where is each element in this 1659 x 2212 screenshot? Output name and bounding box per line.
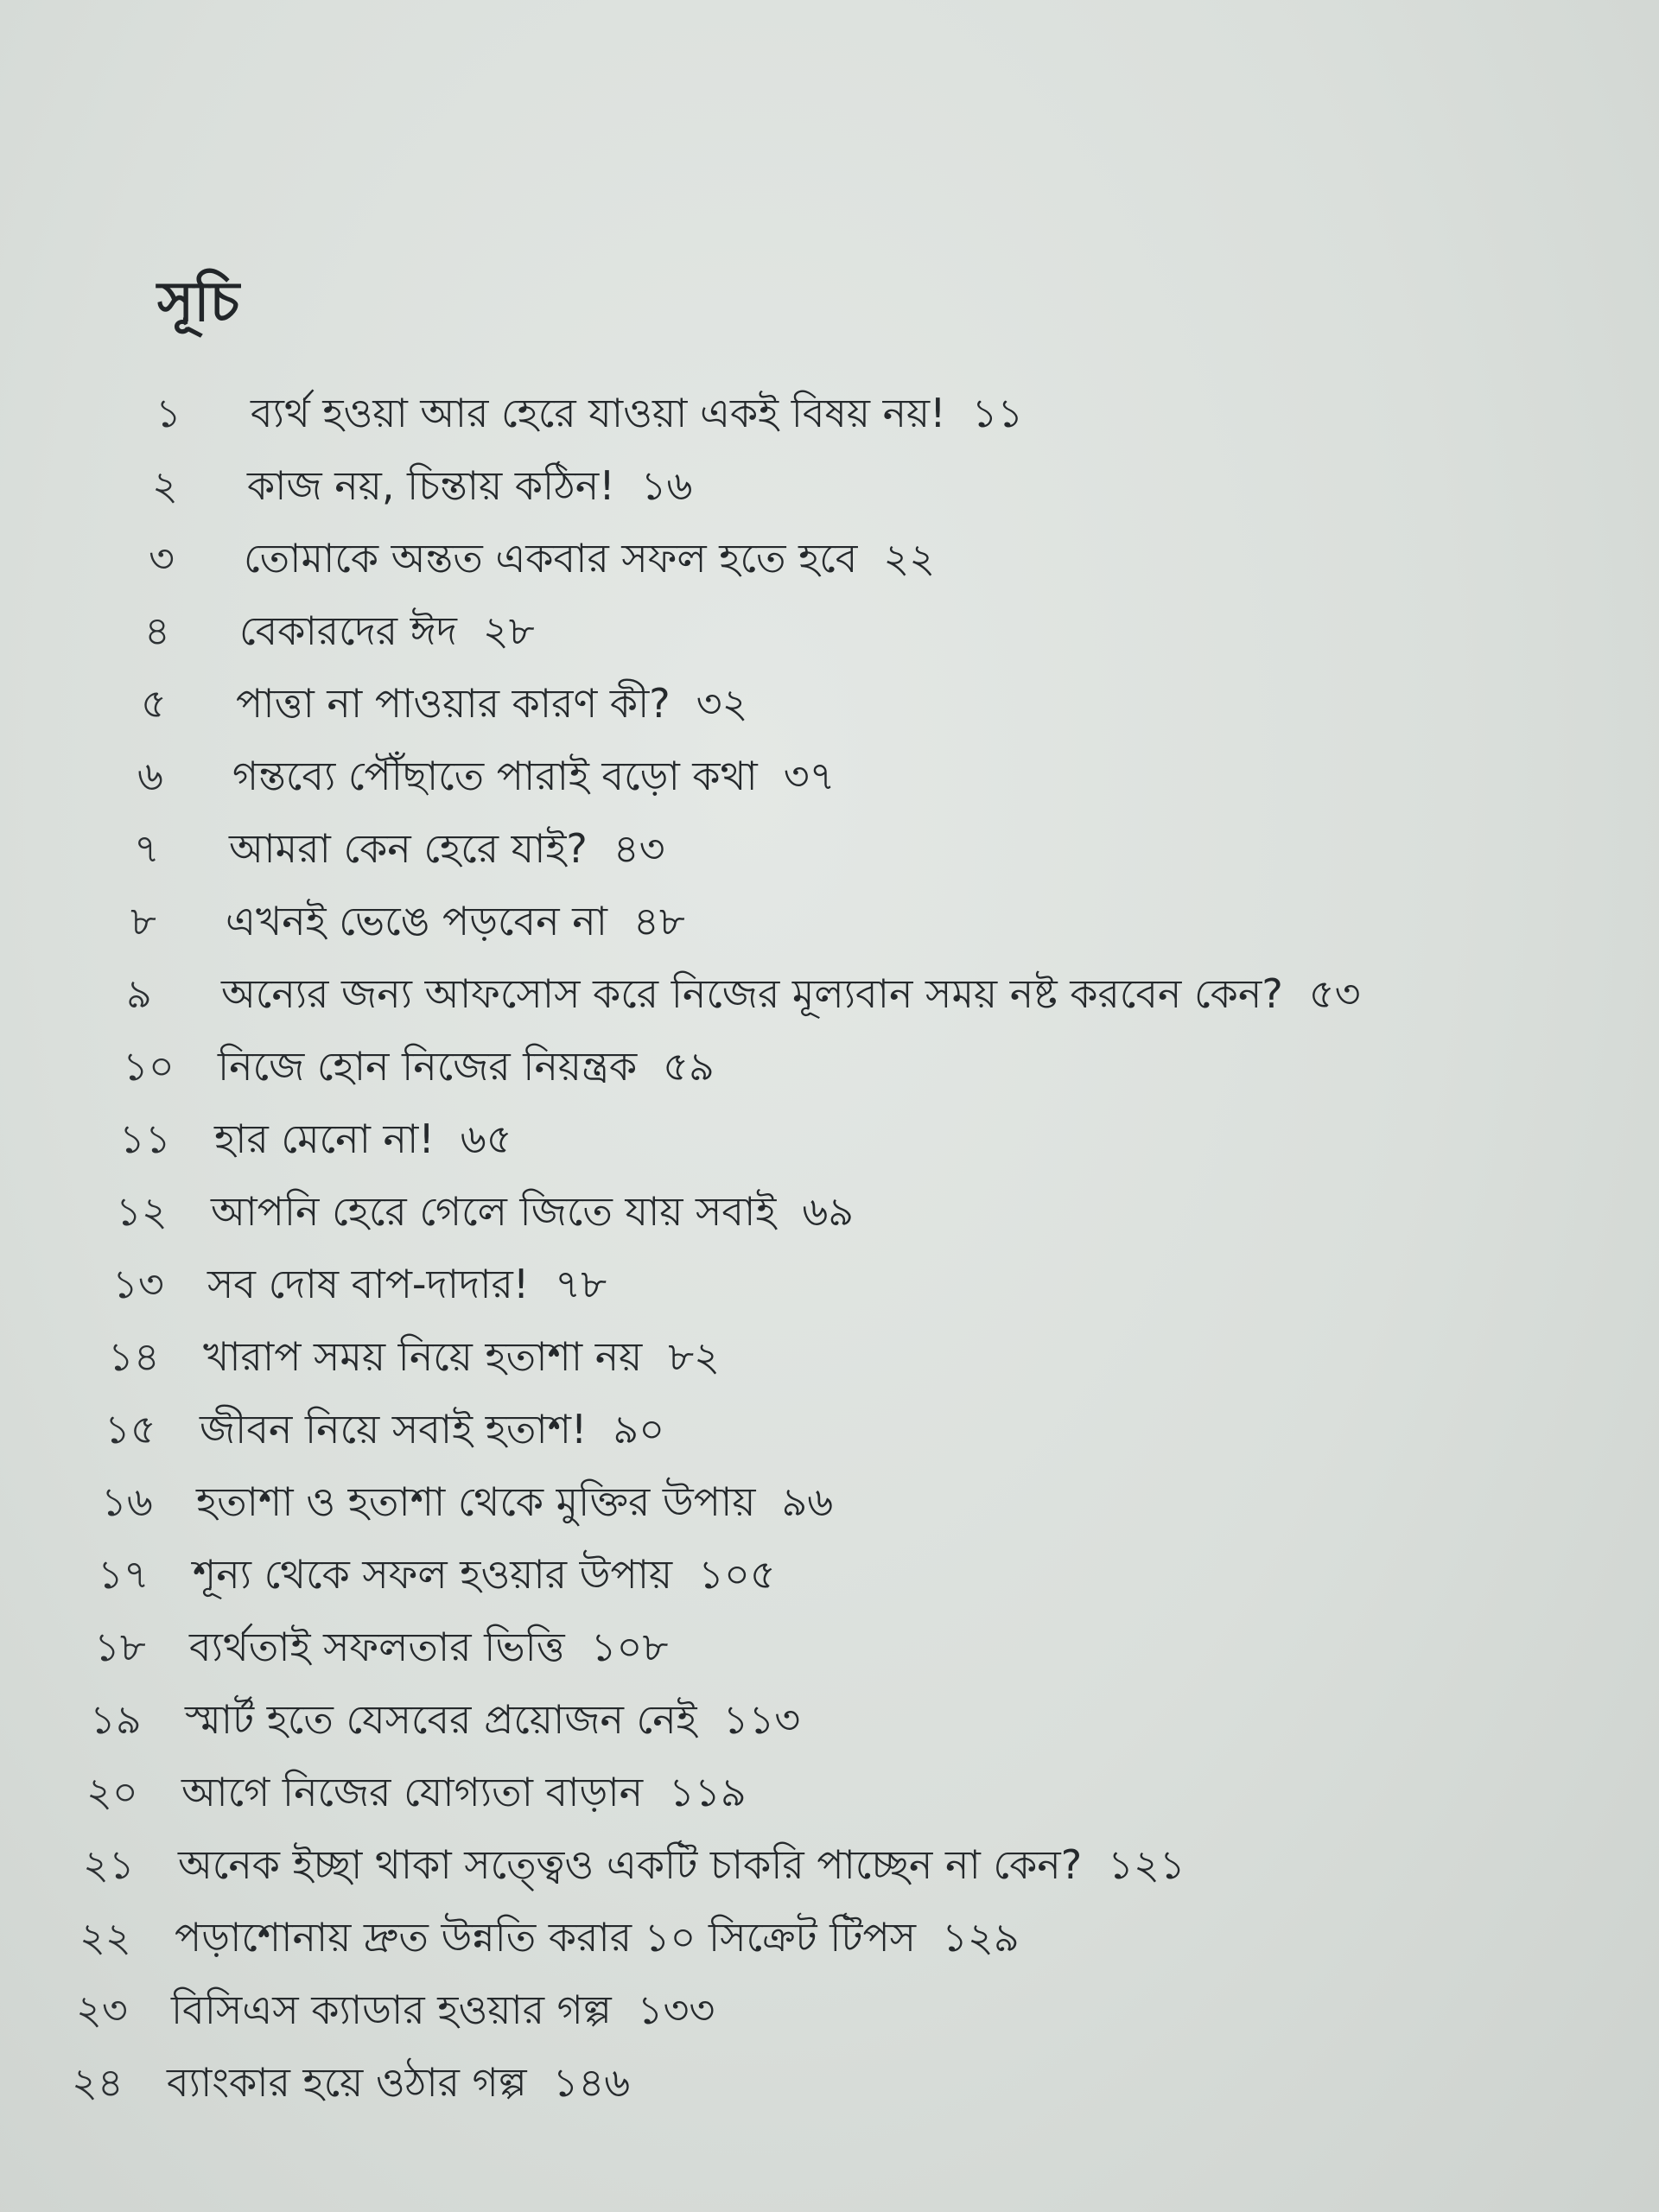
toc-entry xyxy=(105,1403,664,1455)
entry-number: ১০ xyxy=(123,1043,175,1090)
entry-page-number: ৪৩ xyxy=(613,825,665,872)
toc-entry xyxy=(90,1694,800,1745)
entry-title: বেকারদের ঈদ xyxy=(239,607,457,654)
entry-page-number: ১৩৩ xyxy=(637,1986,715,2033)
toc-entry xyxy=(79,1911,1020,1963)
entry-page-number: ৮২ xyxy=(668,1333,721,1380)
entry-page-number: ৭৮ xyxy=(555,1261,607,1307)
toc-entry xyxy=(123,1040,715,1092)
toc-entry xyxy=(94,1621,668,1673)
entry-number: ১৮ xyxy=(94,1624,146,1670)
entry-page-number: ১০৫ xyxy=(698,1551,776,1598)
entry-page-number: ৬৫ xyxy=(460,1116,512,1162)
toc-entry xyxy=(108,1331,720,1382)
entry-number: ১৩ xyxy=(112,1261,164,1307)
entry-number: ১১ xyxy=(119,1116,171,1162)
toc-entry xyxy=(149,532,935,584)
toc-entry xyxy=(83,1839,1185,1891)
entry-number: ৪ xyxy=(144,607,170,654)
entry-title: আগে নিজের যোগ্যতা বাড়ান xyxy=(181,1769,644,1815)
entry-page-number: ৩৭ xyxy=(783,753,836,799)
entry-page-number: ১২৯ xyxy=(942,1914,1020,1961)
entry-page-number: ১০৮ xyxy=(590,1624,669,1670)
entry-number: ৫ xyxy=(141,680,167,727)
entry-number: ২৩ xyxy=(76,1986,128,2033)
entry-number: ১৫ xyxy=(105,1406,156,1452)
entry-title: ব্যাংকার হয়ে ওঠার গল্প xyxy=(167,2059,527,2106)
entry-title: অনেক ইচ্ছা থাকা সত্ত্বেও একটি চাকরি পাচ্ছেন না কেন? xyxy=(178,1841,1083,1888)
entry-number: ২২ xyxy=(79,1914,131,1961)
entry-page-number: ১১৯ xyxy=(669,1769,747,1815)
entry-title: এখনই ভেঙে পড়বেন না xyxy=(226,898,608,944)
entry-page-number: ৪৮ xyxy=(633,898,685,944)
entry-title: নিজে হোন নিজের নিয়ন্ত্রক xyxy=(218,1043,638,1090)
toc-entry xyxy=(134,823,665,874)
entry-number: ২০ xyxy=(86,1769,138,1815)
entry-number: ৭ xyxy=(134,825,160,872)
entry-page-number: ২৮ xyxy=(482,607,535,654)
toc-entry xyxy=(137,750,836,802)
toc-entry xyxy=(152,460,692,512)
entry-title: সব দোষ বাপ-দাদার! xyxy=(207,1261,530,1307)
toc-entry xyxy=(156,387,1023,439)
entry-page-number: ১২১ xyxy=(1108,1841,1185,1888)
entry-number: ৩ xyxy=(149,535,175,582)
entry-page-number: ৯০ xyxy=(613,1406,665,1452)
toc-entry xyxy=(126,968,1361,1020)
toc-entry xyxy=(72,2056,630,2108)
toc-entry xyxy=(141,677,747,729)
toc-entry xyxy=(116,1185,854,1237)
toc-entry xyxy=(86,1766,747,1818)
entry-title: কাজ নয়, চিন্তায় কঠিন! xyxy=(247,462,615,509)
entry-number: ২৪ xyxy=(72,2059,124,2106)
entry-title: অন্যের জন্য আফসোস করে নিজের মূল্যবান সময় নষ্ট করবেন কেন? xyxy=(221,970,1283,1017)
entry-title: বিসিএস ক্যাডার হওয়ার গল্প xyxy=(171,1986,612,2033)
toc-entry xyxy=(144,605,535,657)
entry-number: ২ xyxy=(152,462,178,509)
entry-number: ১৯ xyxy=(90,1696,142,1743)
entry-number: ১২ xyxy=(116,1188,168,1235)
toc-entry xyxy=(98,1548,776,1600)
entry-title: আমরা কেন হেরে যাই? xyxy=(229,825,588,872)
entry-page-number: ৩২ xyxy=(696,680,748,727)
toc-entry xyxy=(76,1984,715,2036)
entry-page-number: ১১৩ xyxy=(722,1696,801,1743)
entry-number: ৬ xyxy=(137,753,163,799)
toc-entry xyxy=(119,1113,512,1165)
toc-entry xyxy=(130,895,685,947)
entry-title: ব্যর্থতাই সফলতার ভিত্তি xyxy=(189,1624,565,1670)
entry-title: শূন্য থেকে সফল হওয়ার উপায় xyxy=(193,1551,673,1598)
entry-page-number: ১১ xyxy=(971,390,1024,436)
entry-page-number: ৬৯ xyxy=(802,1188,855,1235)
entry-number: ১৪ xyxy=(108,1333,160,1380)
entry-page-number: ১৪৬ xyxy=(552,2059,631,2106)
entry-title: আপনি হেরে গেলে জিতে যায় সবাই xyxy=(211,1188,777,1235)
entry-title: পড়াশোনায় দ্রুত উন্নতি করার ১০ সিক্রেট টিপস xyxy=(175,1914,917,1961)
entry-page-number: ৫৯ xyxy=(663,1043,715,1090)
entry-number: ৮ xyxy=(130,898,156,944)
entry-page-number: ৯৬ xyxy=(781,1478,834,1525)
entry-title: স্মার্ট হতে যেসবের প্রয়োজন নেই xyxy=(185,1696,697,1743)
toc-entry xyxy=(101,1476,833,1528)
entry-page-number: ২২ xyxy=(883,535,936,582)
entry-number: ৯ xyxy=(126,970,152,1017)
entry-title: ব্যর্থ হওয়া আর হেরে যাওয়া একই বিষয় নয়! xyxy=(251,390,946,436)
entry-title: জীবন নিয়ে সবাই হতাশ! xyxy=(200,1406,588,1452)
entry-title: খারাপ সময় নিয়ে হতাশা নয় xyxy=(203,1333,643,1380)
entry-number: ১৭ xyxy=(98,1551,149,1598)
entry-title: হার মেনো না! xyxy=(214,1116,435,1162)
entry-number: ২১ xyxy=(83,1841,135,1888)
entry-number: ১ xyxy=(156,390,181,436)
entry-number: ১৬ xyxy=(101,1478,153,1525)
entry-title: তোমাকে অন্তত একবার সফল হতে হবে xyxy=(244,535,858,582)
entry-title: হতাশা ও হতাশা থেকে মুক্তির উপায় xyxy=(196,1478,756,1525)
entry-title: পাত্তা না পাওয়ার কারণ কী? xyxy=(236,680,671,727)
entry-title: গন্তব্যে পৌঁছাতে পারাই বড়ো কথা xyxy=(232,753,758,799)
toc-entry xyxy=(112,1258,607,1310)
entry-page-number: ১৬ xyxy=(640,462,693,509)
entry-page-number: ৫৩ xyxy=(1308,970,1361,1017)
toc-heading: সূচি xyxy=(157,270,240,334)
